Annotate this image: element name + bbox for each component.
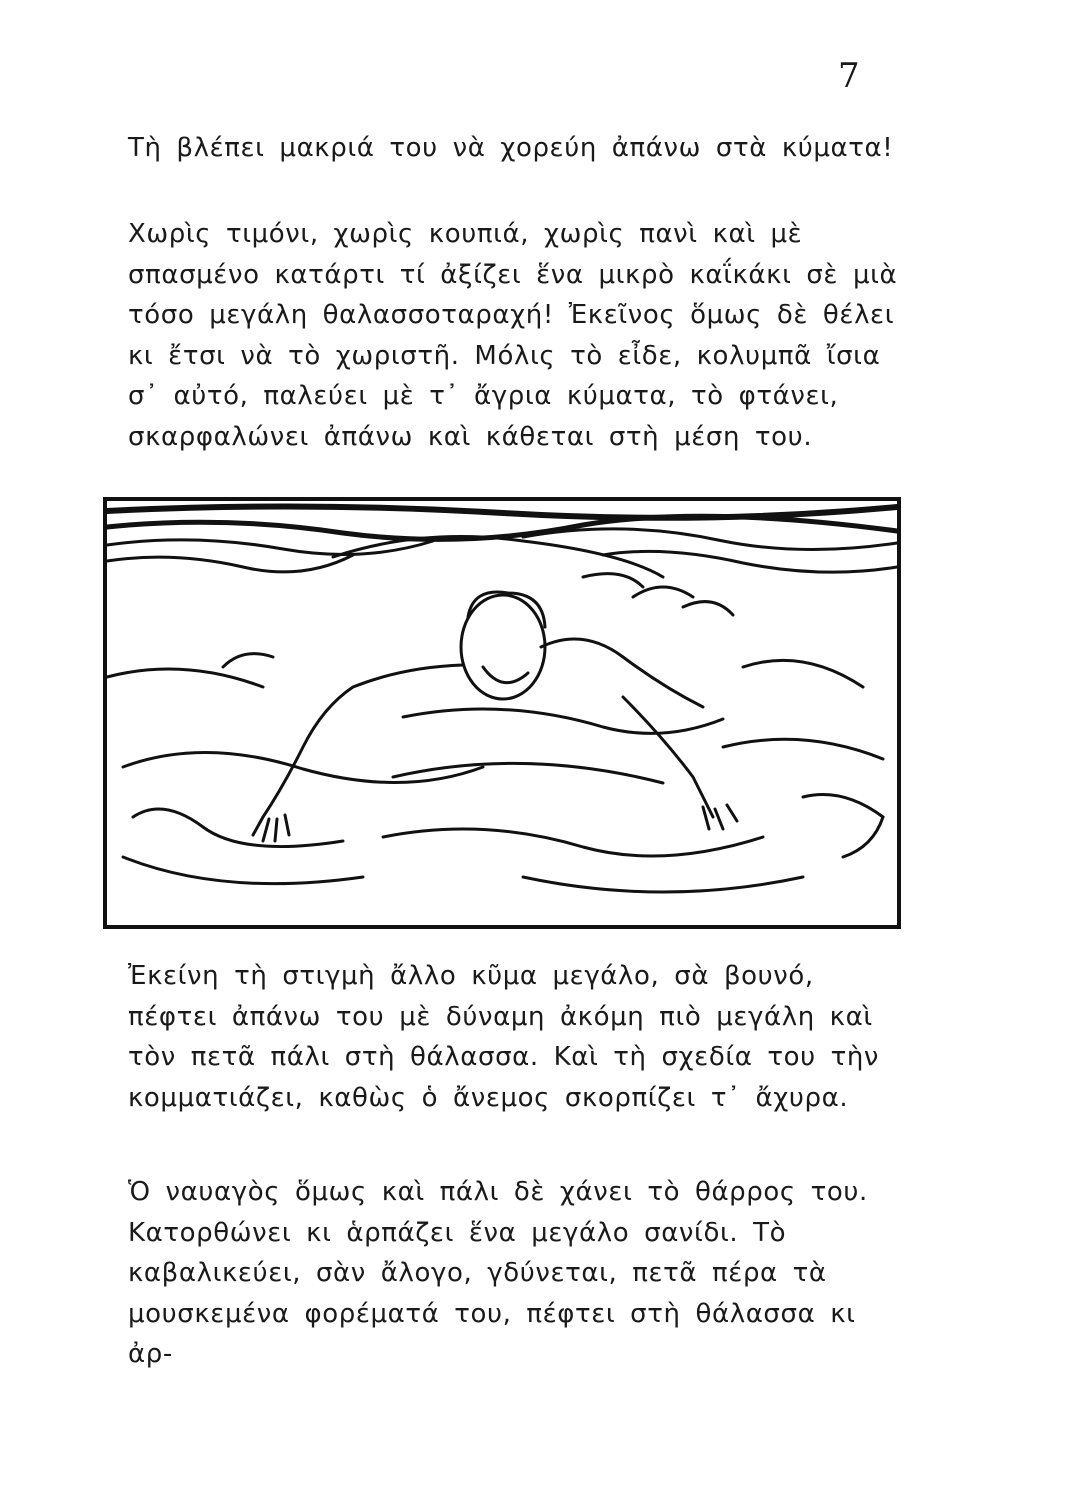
swimmer-in-waves-illustration: [103, 497, 901, 929]
page-number: 7: [838, 56, 860, 96]
paragraph-4: Ὁ ναυαγὸς ὅμως καὶ πάλι δὲ χάνει τὸ θάρρος του. Κατορθώνει κι ἁρπάζει ἕνα μεγάλο σανίδι. Τὸ καβαλικεύει, σὰν ἄλογο, γδύνεται, πετᾶ πέρα τὰ μουσκεμένα φορέματά του, πέφτει στὴ θάλασσα κι ἀρ-: [128, 1177, 868, 1369]
paragraph-2: Χωρὶς τιμόνι, χωρὶς κουπιά, χωρὶς πανὶ καὶ μὲ σπασμένο κατάρτι τί ἀξίζει ἕνα μικρὸ καΐκάκι σὲ μιὰ τόσο μεγάλη θαλασσοταραχή! Ἐκεῖνος ὅμως δὲ θέλει κι ἔτσι νὰ τὸ χωριστῆ. Μόλις τὸ εἶδε, κολυμπᾶ ἴσια σ᾽ αὐτό, παλεύει μὲ τ᾽ ἄγρια κύματα, τὸ φτάνει, σκαρφαλώνει ἀπάνω καὶ κάθεται στὴ μέση του.: [128, 219, 898, 452]
paragraph-1: Τὴ βλέπει μακριά του νὰ χορεύη ἀπάνω στὰ κύματα!: [128, 133, 894, 163]
paragraph-3: Ἐκείνη τὴ στιγμὴ ἄλλο κῦμα μεγάλο, σὰ βουνό, πέφτει ἀπάνω του μὲ δύναμη ἀκόμη πιὸ μεγάλη καὶ τὸν πετᾶ πάλι στὴ θάλασσα. Καὶ τὴ σχεδία του τὴν κομματιάζει, καθὼς ὁ ἄνεμος σκορπίζει τ᾽ ἄχυρα.: [128, 961, 880, 1113]
